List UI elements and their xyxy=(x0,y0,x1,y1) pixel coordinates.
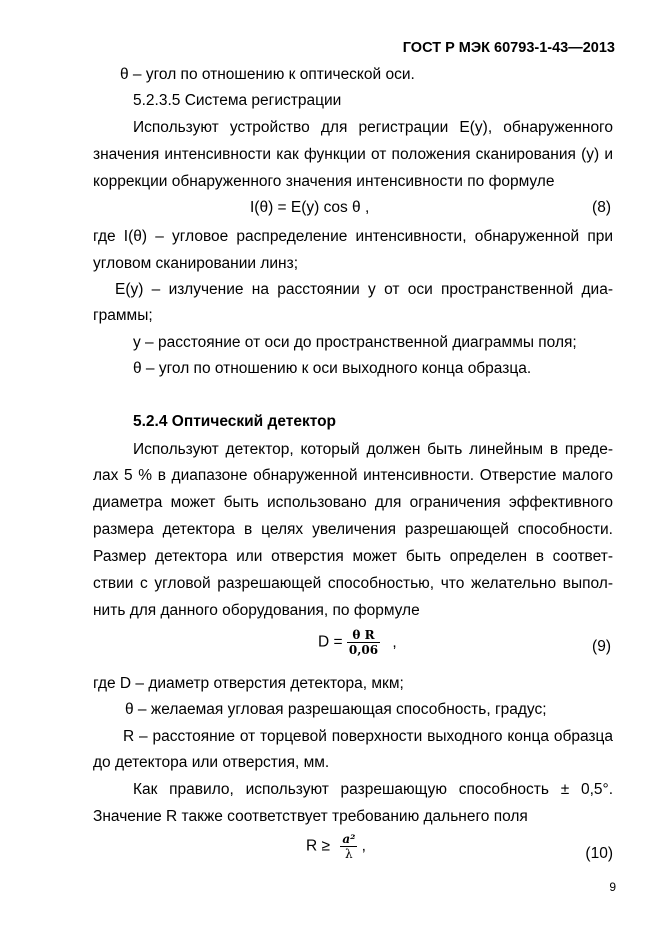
text-line: Как правило, используют разрешающую способность ± 0,5°. xyxy=(133,781,613,798)
equation-tail: , xyxy=(361,837,366,855)
equation-9 xyxy=(318,628,397,657)
fraction xyxy=(340,832,357,861)
text-line: θ – желаемая угловая разрешающая способность, градус; xyxy=(125,701,547,718)
fraction-denominator: 0,06 xyxy=(348,643,379,657)
standard-header: ГОСТ Р МЭК 60793-1-43—2013 xyxy=(402,40,615,56)
equation-number: (10) xyxy=(585,845,613,862)
text-line: E(y) – излучение на расстоянии y от оси пространственной диа- xyxy=(115,281,613,298)
text-line: Используют детектор, который должен быть линейным в преде- xyxy=(133,441,613,458)
text-line: Используют устройство для регистрации E(y), обнаруженного xyxy=(133,119,613,136)
text-line: Значение R также соответствует требованию дальнего поля xyxy=(93,808,528,825)
equation-number: (9) xyxy=(592,638,611,655)
subsection-heading: 5.2.3.5 Система регистрации xyxy=(133,92,342,109)
text-line: R – расстояние от торцевой поверхности выходного конца образца xyxy=(123,728,613,745)
text-line: θ – угол по отношению к оптической оси. xyxy=(120,66,415,83)
equation-lhs: R ≥ xyxy=(306,837,331,855)
text-line: угловом сканировании линз; xyxy=(93,255,299,272)
equation-number: (8) xyxy=(592,199,611,216)
text-line: коррекции обнаруженного значения интенсивности по формуле xyxy=(93,173,555,190)
equation-lhs: D = xyxy=(318,633,343,651)
page-number: 9 xyxy=(609,880,616,894)
text-line: лах 5 % в диапазоне обнаруженной интенсивности. Отверстие малого xyxy=(93,467,613,484)
text-line: до детектора или отверстия, мм. xyxy=(93,754,330,771)
text-line: y – расстояние от оси до пространственной диаграммы поля; xyxy=(133,334,577,351)
text-line: ствии с угловой разрешающей способностью, что желательно выпол- xyxy=(93,575,613,592)
text-line: размера детектора в целях увеличения разрешающей способности. xyxy=(93,521,613,538)
equation-10 xyxy=(306,832,366,861)
text-line: диаметра может быть использовано для ограничения эффективного xyxy=(93,494,613,511)
text-line: где D – диаметр отверстия детектора, мкм; xyxy=(93,675,404,692)
fraction-numerator: θ R xyxy=(352,628,375,642)
fraction xyxy=(347,628,380,657)
text-line: θ – угол по отношению к оси выходного конца образца. xyxy=(133,360,532,377)
text-line: граммы; xyxy=(93,307,153,324)
text-line: нить для данного оборудования, по формуле xyxy=(93,602,420,619)
section-heading: 5.2.4 Оптический детектор xyxy=(133,413,337,430)
fraction-numerator: a² xyxy=(342,832,356,846)
text-line: Размер детектора или отверстия может быть определен в соответ- xyxy=(93,548,613,565)
text-line: значения интенсивности как функции от положения сканирования (y) и xyxy=(93,146,613,163)
equation-8: I(θ) = E(y) cos θ , xyxy=(250,199,370,216)
text-line: где I(θ) – угловое распределение интенсивности, обнаруженной при xyxy=(93,228,613,245)
fraction-denominator: λ xyxy=(345,847,353,861)
equation-tail: , xyxy=(392,633,397,651)
